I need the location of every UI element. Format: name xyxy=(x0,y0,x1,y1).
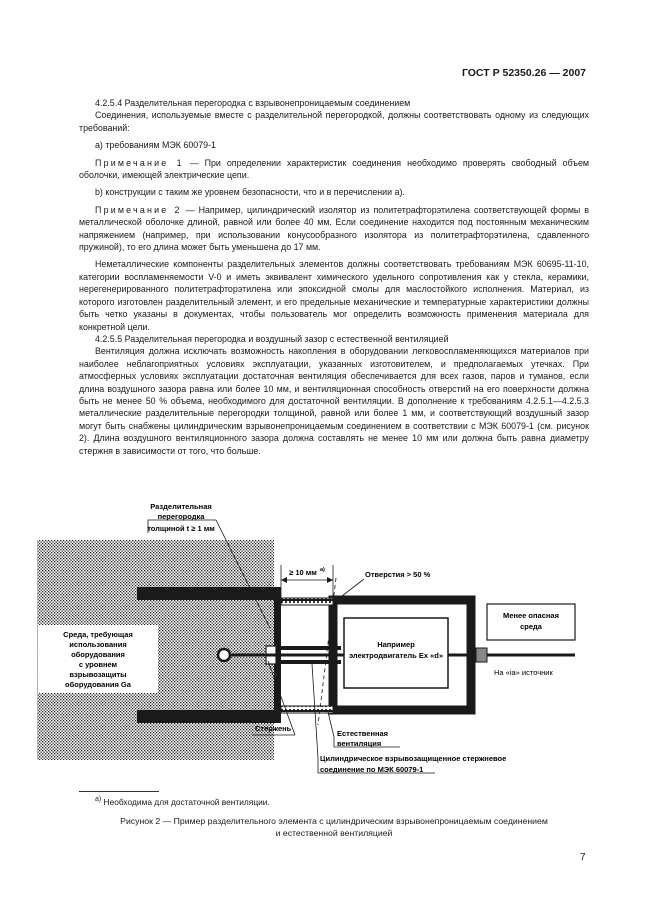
list-item-a: a) требованиям МЭК 60079-1 xyxy=(95,140,216,151)
note-1-label: Примечание 1 xyxy=(95,157,184,168)
note-1-text: — При определении характеристик соединения необходимо проверять свободный объем оболочки, имеющей электрические цепи. xyxy=(79,157,589,181)
footnote xyxy=(95,796,270,807)
upper-wall xyxy=(137,587,274,600)
caption-line-1: Рисунок 2 — Пример разделительного элемента с цилиндрическим взрывонепроницаемым соединением xyxy=(120,816,548,826)
vent-label-line-2: вентиляция xyxy=(337,739,382,748)
partition-label-line-2: перегородка xyxy=(157,512,205,521)
gland xyxy=(476,648,487,662)
env-label-line-4: с уровнем xyxy=(78,660,118,669)
lower-wall xyxy=(137,710,274,723)
env-label-line-3: оборудования xyxy=(71,650,125,659)
list-item-b: b) конструкции с таким же уровнем безопасности, что и в перечислении а). xyxy=(95,187,405,198)
less-hazard-line-2: среда xyxy=(520,622,542,631)
joint-label-line-2: соединение по МЭК 60079-1 xyxy=(320,765,424,774)
section-4-2-5-5-heading: 4.2.5.5 Разделительная перегородка и воздушный зазор с естественной вентиляцией xyxy=(95,333,449,344)
note-2-label: Примечание 2 xyxy=(95,204,182,215)
figure-caption xyxy=(79,815,589,839)
partition-label-line-3: толщиной t ≥ 1 мм xyxy=(147,524,215,533)
gap-label: ≥ 10 мм xyxy=(289,568,317,577)
source-label: На «ia» источник xyxy=(494,668,553,677)
env-label-line-1: Среда, требующая xyxy=(63,630,133,639)
paragraph: Вентиляция должна исключать возможность накопления в оборудовании легковоспламеняющихся материалов при наиболее неблагоприятных условиях эксплуатации, указанных изготовителем, и предполагаемых утечках. При атмосферных условиях эксплуатации достаточная вентиляция обеспечивается для всех газов, паров и туманов, если длина воздушного зазора равна или более 10 мм, и вентиляционная способность отверстий на его поверхности должна быть не менее 50 % объема, необходимого для достаточной вентиляции. В дополнение к требованиям 4.2.5.1—4.2.5.3 металлические разделительные перегородки толщиной, равной или более 1 мм, и соответствующий воздушный зазор могут быть снабжены цилиндрическим взрывонепроницаемым соединением в соответствии с МЭК 60079-1 (см. рисунок 2). Длина воздушного вентиляционного зазора должна составлять не менее 10 мм или должна быть равна диаметру стержня в зависимости от того, что больше. xyxy=(79,346,589,456)
motor-label-line-1: Например xyxy=(377,640,415,649)
caption-line-2: и естественной вентиляцией xyxy=(275,828,393,838)
vent-leader xyxy=(328,712,334,737)
partition-label-line-1: Разделительная xyxy=(150,502,212,511)
rod-label: Стержень xyxy=(255,724,292,733)
joint-label-line-1: Цилиндрическое взрывозащищенное стержневое xyxy=(320,754,507,763)
paragraph: Соединения, используемые вместе с разделительной перегородкой, должны соответствовать одному из следующих требований: xyxy=(79,110,589,133)
footnote-rule xyxy=(79,791,159,792)
section-4-2-5-4-heading: 4.2.5.4 Разделительная перегородка с взрывонепроницаемым соединением xyxy=(95,98,411,108)
env-label-line-2: использования xyxy=(69,640,127,649)
motor-label-line-2: электродвигатель Ex «d» xyxy=(348,651,444,660)
footnote-mark: а) xyxy=(95,796,102,803)
vent-label-line-1: Естественная xyxy=(337,729,389,738)
less-hazard-line-1: Менее опасная xyxy=(503,611,559,620)
rod-end-icon xyxy=(218,649,230,661)
gap-note-mark: а) xyxy=(320,567,325,573)
openings-label: Отверстия > 50 % xyxy=(365,570,431,579)
env-label-line-5: взрывозащиты xyxy=(69,670,127,679)
paragraph: Неметаллические компоненты разделительных элементов должны соответствовать требованиям МЭК 60695-11-10, категории воспламеняемости V-0 и иметь эквивалент химического удельного сопротивления как у стекла, керамики, нерегенерированного политетрафторэтилена или эпоксидной смолы для маслостойкого исполнения. Материал, из которого изготовлен разделительный элемент, и его предельные механические и температурные характеристики должны быть четко указаны в документах, чтобы пользователь мог определить возможность применения материала для конкретной цели. xyxy=(79,259,589,332)
document-id: ГОСТ Р 52350.26 — 2007 xyxy=(461,67,586,79)
page-number: 7 xyxy=(580,852,586,863)
env-label-line-6: оборудования Ga xyxy=(65,680,131,689)
note-2-text: — Например, цилиндрический изолятор из политетрафторэтилена соответствующей формы в металлической оболочке длиной, равной или более 40 мм. Если соединение находится под постоянным механическим напряжением (например, при использовании конусообразного изолятора из политетрафторэтилена, сдавленного пружиной), то его длина может быть уменьшена до 17 мм. xyxy=(79,204,590,253)
footnote-text: Необходима для достаточной вентиляции. xyxy=(103,796,270,807)
